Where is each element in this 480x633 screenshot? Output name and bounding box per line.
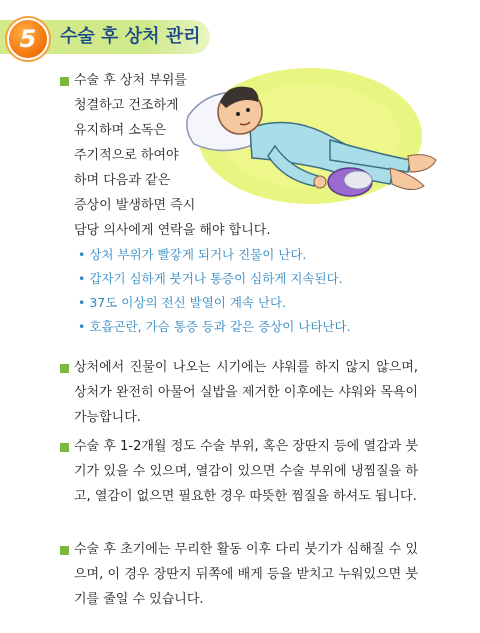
section-title: 수술 후 상처 관리 [60,26,201,47]
symptom-item: • 호흡곤란, 가슴 통증 등과 같은 증상이 나타난다. [78,319,351,334]
symptom-item: • 갑자기 심하게 붓거나 통증이 심하게 지속된다. [78,271,343,286]
section-number: 5 [19,25,37,53]
symptom-item: • 37도 이상의 전신 발열이 계속 난다. [78,295,287,310]
symptom-item: • 상처 부위가 빨갛게 되거나 진물이 난다. [78,247,307,262]
intro-paragraph: 수술 후 상처 부위를 청결하고 건조하게 유지하며 소독은 주기적으로 하여야 하며 다음과 같은 증상이 발생하면 즉시 담당 의사에게 연락을 해야 합니다. [74,73,271,238]
bullet-square [60,546,69,555]
bullet-square [60,77,69,86]
bullet-square [60,364,69,373]
leg-elevation-note: 수술 후 초기에는 무리한 활동 이후 다리 붓기가 심해질 수 있으며, 이 경우 장딴지 뒤쪽에 배게 등을 받치고 누워있으면 붓기를 줄일 수 있습니다. [74,542,418,607]
bullet-square [60,443,69,452]
section-number-badge [7,18,49,60]
symptom-list [78,243,351,339]
shower-note: 상처에서 진물이 나오는 시기에는 샤워를 하지 않지 않으며, 상처가 완전히 아물어 실밥을 제거한 이후에는 샤워와 목욕이 가능합니다. [74,360,418,425]
swelling-compress-note: 수술 후 1-2개월 정도 수술 부위, 혹은 장딴지 등에 열감과 붓기가 있을 수 있으며, 열감이 있으면 수술 부위에 냉찜질을 하고, 열감이 없으면 필요한 경우 따뜻한 찜질을 하셔도 됩니다. [74,439,418,504]
